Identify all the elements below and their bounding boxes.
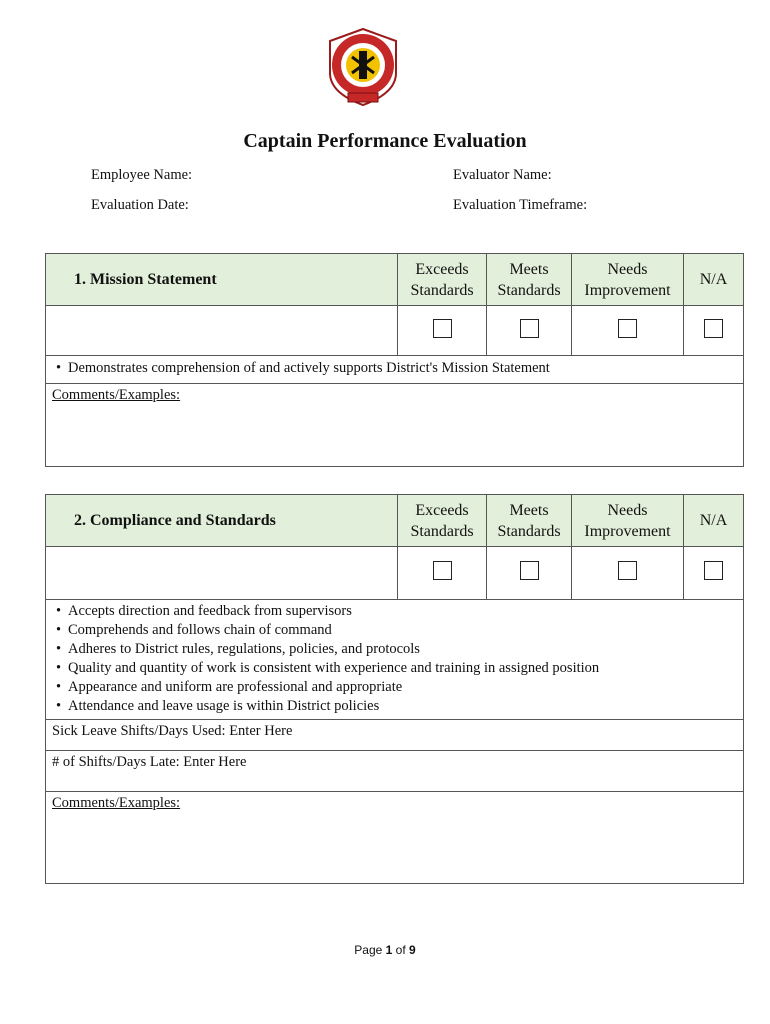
list-item: • Demonstrates comprehension of and actively supports District's Mission Statement <box>68 359 737 378</box>
rating-header-na: N/A <box>684 254 744 306</box>
evaluator-name-label: Evaluator Name: <box>453 167 552 183</box>
evaluation-timeframe-label: Evaluation Timeframe: <box>453 197 588 213</box>
sick-leave-field[interactable]: Sick Leave Shifts/Days Used: Enter Here <box>46 720 744 751</box>
section-title: 2. Compliance and Standards <box>46 495 398 547</box>
district-logo <box>326 27 400 107</box>
page-number: Page 1 of 9 <box>354 943 416 957</box>
employee-name-label: Employee Name: <box>91 167 193 183</box>
section-compliance-standards <box>45 494 744 884</box>
rating-header-needs: Needs Improvement <box>572 495 684 547</box>
page-title: Captain Performance Evaluation <box>243 130 527 152</box>
na-checkbox[interactable] <box>704 561 723 580</box>
late-shifts-field[interactable]: # of Shifts/Days Late: Enter Here <box>46 751 744 792</box>
list-item: • Adheres to District rules, regulations, policies, and protocols <box>68 640 737 659</box>
exceeds-checkbox[interactable] <box>433 319 452 338</box>
rating-header-meets: Meets Standards <box>487 254 572 306</box>
criteria-list <box>46 356 744 384</box>
criteria-list <box>46 600 744 720</box>
section-mission-statement <box>45 253 744 467</box>
rating-header-meets: Meets Standards <box>487 495 572 547</box>
comments-field[interactable] <box>46 384 744 467</box>
comments-label: Comments/Examples: <box>52 387 181 403</box>
list-item: • Appearance and uniform are professional and appropriate <box>68 678 737 697</box>
rating-header-exceeds: Exceeds Standards <box>398 254 487 306</box>
comments-field[interactable] <box>46 792 744 884</box>
list-item: • Attendance and leave usage is within District policies <box>68 697 737 716</box>
rating-header-na: N/A <box>684 495 744 547</box>
rating-header-needs: Needs Improvement <box>572 254 684 306</box>
evaluation-date-label: Evaluation Date: <box>91 197 189 213</box>
rating-header-exceeds: Exceeds Standards <box>398 495 487 547</box>
na-checkbox[interactable] <box>704 319 723 338</box>
section-title: 1. Mission Statement <box>46 254 398 306</box>
rating-blank-cell <box>46 306 398 356</box>
list-item: • Quality and quantity of work is consistent with experience and training in assigned position <box>68 659 737 678</box>
comments-label: Comments/Examples: <box>52 795 181 811</box>
list-item: • Comprehends and follows chain of command <box>68 621 737 640</box>
needs-improvement-checkbox[interactable] <box>618 561 637 580</box>
needs-improvement-checkbox[interactable] <box>618 319 637 338</box>
meets-checkbox[interactable] <box>520 319 539 338</box>
meets-checkbox[interactable] <box>520 561 539 580</box>
rating-blank-cell <box>46 547 398 600</box>
exceeds-checkbox[interactable] <box>433 561 452 580</box>
list-item: • Accepts direction and feedback from supervisors <box>68 602 737 621</box>
